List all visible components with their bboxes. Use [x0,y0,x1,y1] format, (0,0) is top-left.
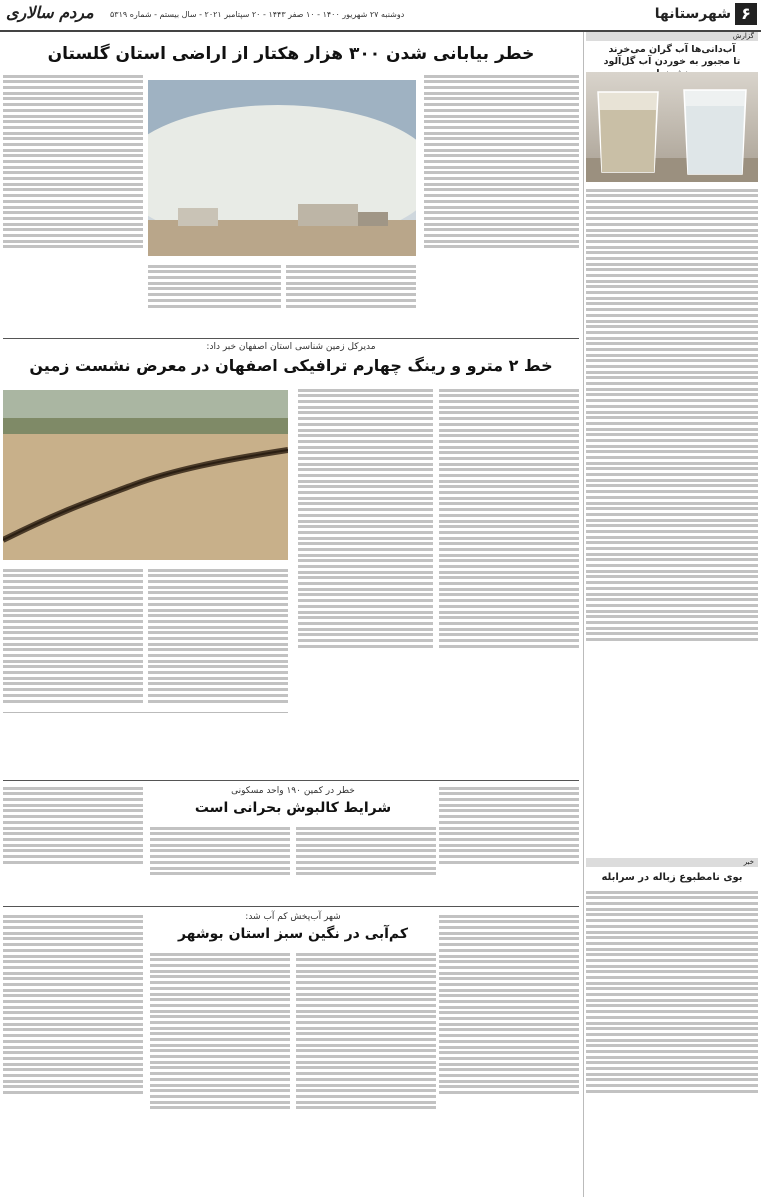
dateline: دوشنبه ۲۷ شهریور ۱۴۰۰ - ۱۰ صفر ۱۴۴۳ - ۲۰ سپتامبر ۲۰۲۱ - سال بیستم - شماره ۵۳۱۹ [110,10,405,19]
sidebar-divider [583,32,584,1197]
golestan-text-under-1 [286,262,416,334]
isfahan-text-1 [439,386,579,776]
news-label: خبر [586,858,758,867]
water-glasses-image [586,72,758,182]
isfahan-text-2 [298,386,433,776]
report-title-line-2: تا مجبور به خوردن آب گل‌آلود [603,56,741,67]
isfahan-text-4 [148,566,288,776]
page-number: ۶ [735,3,757,25]
divider-bushehr-top [3,906,579,907]
golestan-headline: خطر بیابانی شدن ۳۰۰ هزار هکتار از اراضی استان گلستان [47,44,535,64]
water-glasses-photo [586,72,758,182]
bushehr-text-2 [150,950,290,1194]
divider-golestan [3,338,579,339]
divider-isfahan [3,712,288,713]
golestan-text-right [424,72,579,334]
section-title: شهرستانها [654,6,731,22]
dust-storm-image [148,80,416,256]
kalbod-text-3 [296,824,436,902]
isfahan-photo [3,390,288,560]
ground-crack-image [3,390,288,560]
bushehr-headline: کم‌آبی در نگین سبز استان بوشهر [177,926,409,942]
golestan-text-under-2 [148,262,281,334]
news-title: بوی نامطبوع زباله در سرابله [601,872,743,883]
isfahan-kicker: مدیرکل زمین شناسی استان اصفهان خبر داد: [206,342,376,352]
divider-kalbod-top [3,780,579,781]
newspaper-logo: مردم سالاری [6,3,94,22]
isfahan-text-3 [3,566,143,776]
golestan-photo [148,80,416,256]
report-title-line-1: آب‌دانی‌ها آب گران می‌خرند [608,44,736,55]
bushehr-text-1 [439,912,579,1194]
isfahan-headline: خط ۲ مترو و رینگ چهارم ترافیکی اصفهان در معرض نشست زمین [29,356,553,375]
kalbod-text-2 [150,824,290,902]
kalbod-headline: شرایط کالبوش بحرانی است [194,800,392,816]
kalbod-text-4 [3,784,143,902]
kalbod-kicker: خطر در کمین ۱۹۰ واحد مسکونی [231,786,355,796]
bushehr-kicker: شهر آب‌پخش کم آب شد: [245,912,341,922]
report-text [586,186,758,850]
bushehr-text-4 [3,912,143,1194]
page-header [0,0,761,32]
bushehr-text-3 [296,950,436,1194]
kalbod-text-1 [439,784,579,902]
report-label: گزارش [586,32,758,41]
golestan-text-left [3,72,143,334]
news-text [586,888,758,1193]
